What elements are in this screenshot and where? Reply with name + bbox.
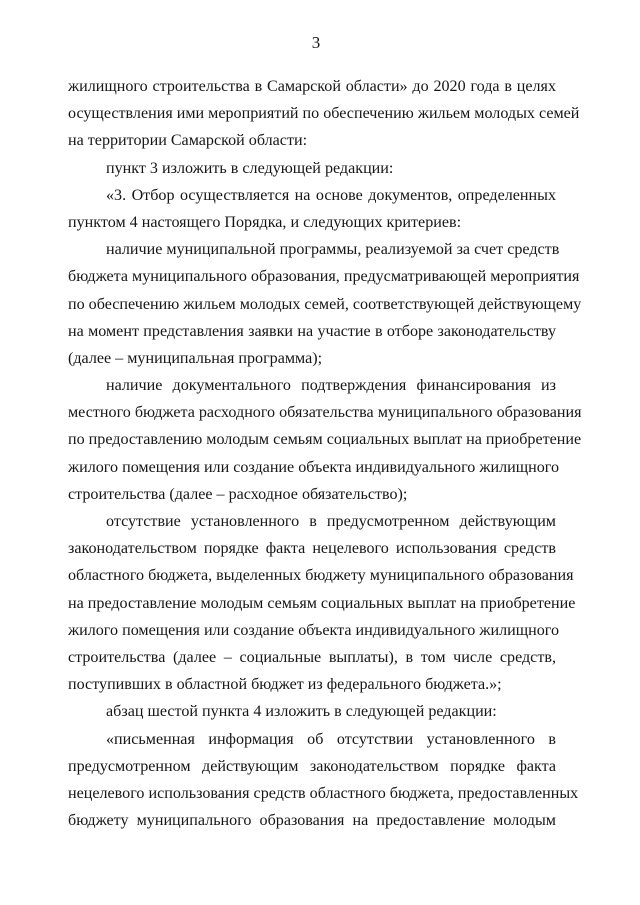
text-line: на предоставление молодым семьям социальных выплат на приобретение — [68, 594, 576, 612]
text-line: предусмотренном действующим законодательством порядке факта — [68, 757, 556, 775]
text-line: пункт 3 изложить в следующей редакции: — [106, 159, 394, 177]
text-line: жилого помещения или создание объекта индивидуального жилищного — [68, 458, 560, 476]
text-line: «3. Отбор осуществляется на основе документов, определенных — [106, 186, 556, 204]
text-line: абзац шестой пункта 4 изложить в следующей редакции: — [106, 703, 497, 721]
page-number: 3 — [311, 33, 321, 52]
text-line: осуществления ими мероприятий по обеспечению жильем молодых семей — [68, 105, 580, 123]
text-line: поступивших в областной бюджет из федерального бюджета.»; — [68, 676, 502, 694]
text-line: наличие документального подтверждения финансирования из — [106, 377, 556, 395]
text-line: строительства (далее – социальные выплаты), в том числе средств, — [68, 648, 556, 666]
text-line: на территории Самарской области: — [68, 132, 308, 150]
text-line: бюджета муниципального образования, предусматривающей мероприятия — [68, 268, 580, 286]
text-line: «письменная информация об отсутствии установленного в — [106, 730, 556, 748]
text-line: областного бюджета, выделенных бюджету муниципального образования — [68, 567, 574, 585]
text-line: (далее – муниципальная программа); — [68, 349, 323, 367]
text-line: жилищного строительства в Самарской области» до 2020 года в целях — [68, 78, 556, 95]
text-line: пунктом 4 настоящего Порядка, и следующих критериев: — [68, 213, 462, 231]
text-line: нецелевого использования средств областного бюджета, предоставленных — [68, 784, 579, 802]
text-line: по предоставлению молодым семьям социальных выплат на приобретение — [68, 431, 582, 449]
text-line: законодательством порядке факта нецелевого использования средств — [68, 540, 556, 558]
text-line: жилого помещения или создание объекта индивидуального жилищного — [68, 621, 560, 639]
text-line: строительства (далее – расходное обязательство); — [68, 485, 408, 503]
text-line: отсутствие установленного в предусмотренном действующим — [106, 513, 556, 530]
text-line: на момент представления заявки на участие в отборе законодательству — [68, 322, 556, 340]
text-line: по обеспечению жильем молодых семей, соответствующей действующему — [68, 295, 582, 313]
document-body — [68, 73, 582, 834]
text-line: наличие муниципальной программы, реализуемой за счет средств — [106, 241, 560, 259]
text-line: бюджету муниципального образования на предоставление молодым — [68, 812, 556, 830]
text-line: местного бюджета расходного обязательства муниципального образования — [68, 404, 582, 422]
